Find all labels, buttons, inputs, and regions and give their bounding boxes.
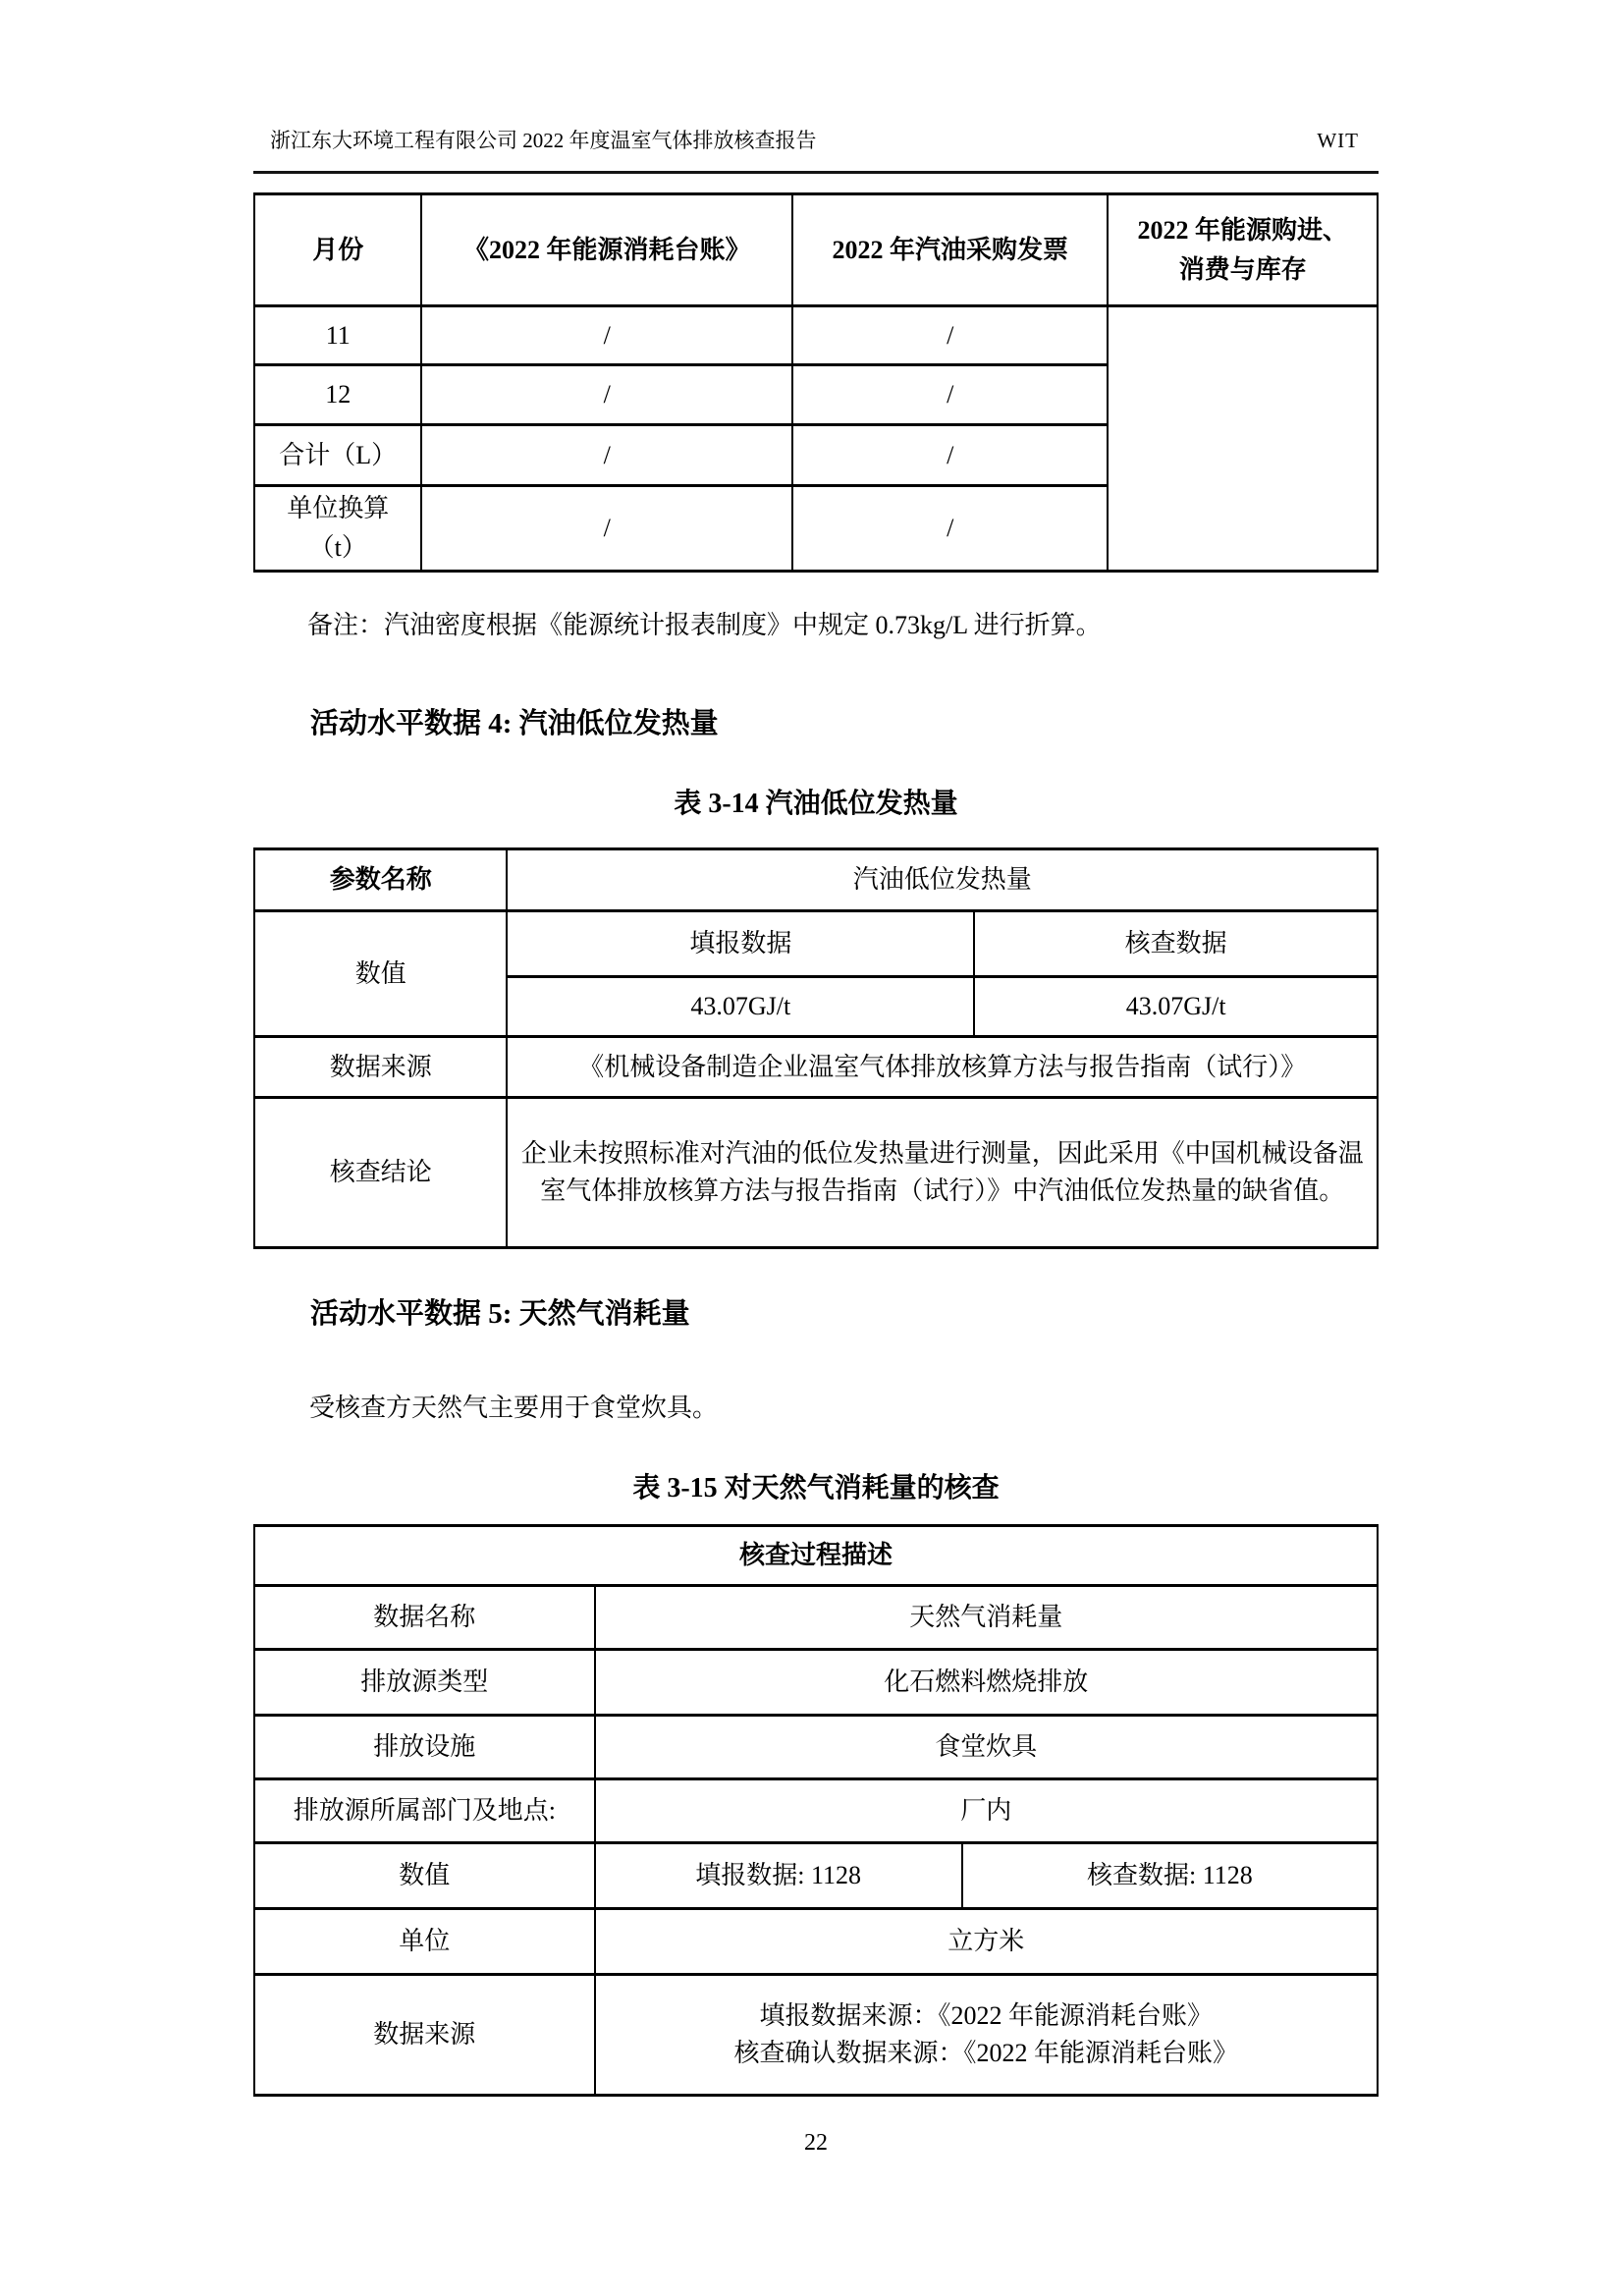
- value-row-label: 数值: [254, 1843, 595, 1909]
- department-location-value: 厂内: [595, 1779, 1378, 1843]
- value-row: [254, 1843, 1378, 1909]
- verified-value: 43.07GJ/t: [974, 977, 1378, 1037]
- table-header-row: [254, 194, 1378, 306]
- page-header: [253, 0, 1379, 174]
- month-12-invoice: /: [792, 365, 1108, 425]
- emission-facility-label: 排放设施: [254, 1716, 595, 1779]
- table-3-15-title: 表 3-15 对天然气消耗量的核查: [632, 1473, 1000, 1503]
- process-header-row: [254, 1526, 1378, 1586]
- process-header: 核查过程描述: [254, 1526, 1378, 1586]
- param-name-value: 汽油低位发热量: [507, 849, 1378, 911]
- department-location-label: 排放源所属部门及地点:: [254, 1779, 595, 1843]
- section5-paragraph: 受核查方天然气主要用于食堂炊具。: [309, 1394, 719, 1422]
- reported-data-label: 填报数据: [507, 911, 974, 977]
- conclusion-row: [254, 1098, 1378, 1248]
- total-label: 合计（L）: [254, 425, 421, 486]
- unit-conversion-label: [254, 486, 421, 572]
- gasoline-heating-value-table: [253, 847, 1379, 1249]
- source-row: [254, 1975, 1378, 2096]
- col-header-invoice: 2022 年汽油采购发票: [792, 194, 1108, 306]
- page-content: [253, 0, 1379, 2159]
- emission-type-label: 排放源类型: [254, 1650, 595, 1716]
- source-line2: 核查确认数据来源：《2022 年能源消耗台账》: [733, 2039, 1239, 2067]
- gasoline-consumption-table: [253, 192, 1379, 573]
- unit-conversion-ledger: /: [421, 486, 792, 572]
- col-header-purchase-line2: 消费与库存: [1178, 254, 1307, 284]
- verified-value-cell: 核查数据: 1128: [962, 1843, 1378, 1909]
- emission-type-value: 化石燃料燃烧排放: [595, 1650, 1378, 1716]
- param-name-row: [254, 849, 1378, 911]
- total-ledger: /: [421, 425, 792, 486]
- unit-conversion-line2: （t）: [308, 533, 367, 562]
- section5-heading: 活动水平数据 5: 天然气消耗量: [310, 1298, 690, 1330]
- report-title: 浙江东大环境工程有限公司 2022 年度温室气体排放核查报告: [270, 129, 817, 152]
- param-name-label: 参数名称: [254, 849, 507, 911]
- page-number: 22: [804, 2130, 828, 2156]
- source-line1: 填报数据来源：《2022 年能源消耗台账》: [759, 2001, 1214, 2030]
- month-11-ledger: /: [421, 306, 792, 365]
- total-invoice: /: [792, 425, 1108, 486]
- emission-type-row: [254, 1650, 1378, 1716]
- value-subheader-row: [254, 911, 1378, 977]
- col-header-month: 月份: [254, 194, 421, 306]
- unit-conversion-invoice: /: [792, 486, 1108, 572]
- unit-conversion-line1: 单位换算: [287, 494, 390, 522]
- value-label: 数值: [254, 911, 507, 1037]
- data-source-value: 《机械设备制造企业温室气体排放核算方法与报告指南（试行）》: [507, 1037, 1378, 1098]
- department-location-row: [254, 1779, 1378, 1843]
- month-12-label: 12: [254, 365, 421, 425]
- month-11-invoice: /: [792, 306, 1108, 365]
- header-mark: WIT: [1317, 129, 1359, 152]
- data-name-value: 天然气消耗量: [595, 1586, 1378, 1650]
- table-row: [254, 306, 1378, 365]
- unit-label: 单位: [254, 1909, 595, 1975]
- month-11-label: 11: [254, 306, 421, 365]
- emission-facility-row: [254, 1716, 1378, 1779]
- unit-row: [254, 1909, 1378, 1975]
- data-source-row: [254, 1037, 1378, 1098]
- col-header-purchase: [1108, 194, 1378, 306]
- data-name-row: [254, 1586, 1378, 1650]
- col-header-ledger: 《2022 年能源消耗台账》: [421, 194, 792, 306]
- data-source-label: 数据来源: [254, 1037, 507, 1098]
- source-row-label: 数据来源: [254, 1975, 595, 2096]
- col-header-purchase-line1: 2022 年能源购进、: [1137, 215, 1348, 245]
- unit-value: 立方米: [595, 1909, 1378, 1975]
- conclusion-text: 企业未按照标准对汽油的低位发热量进行测量，因此采用《中国机械设备温室气体排放核算方法与报告指南（试行）》中汽油低位发热量的缺省值。: [507, 1098, 1378, 1248]
- month-12-ledger: /: [421, 365, 792, 425]
- purchase-merged-cell: [1108, 306, 1378, 572]
- section4-heading: 活动水平数据 4: 汽油低位发热量: [310, 708, 719, 739]
- table-3-14-title: 表 3-14 汽油低位发热量: [674, 789, 958, 819]
- reported-value-cell: 填报数据: 1128: [595, 1843, 962, 1909]
- reported-value: 43.07GJ/t: [507, 977, 974, 1037]
- conclusion-label: 核查结论: [254, 1098, 507, 1248]
- table-note: 备注：汽油密度根据《能源统计报表制度》中规定 0.73kg/L 进行折算。: [307, 611, 1102, 639]
- data-name-label: 数据名称: [254, 1586, 595, 1650]
- source-row-value: [595, 1975, 1378, 2096]
- verified-data-label: 核查数据: [974, 911, 1378, 977]
- emission-facility-value: 食堂炊具: [595, 1716, 1378, 1779]
- natural-gas-verification-table: [253, 1524, 1379, 2097]
